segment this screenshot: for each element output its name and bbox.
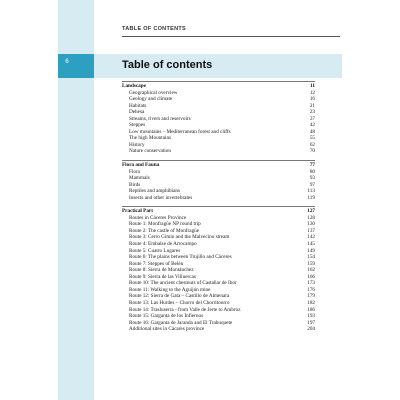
toc-entry-page: 179 [307, 293, 315, 300]
toc-entry-page: 162 [307, 267, 315, 274]
toc-heading-page: 11 [310, 83, 315, 89]
toc-entry-label: Route 9: Sierra de las Villuercas [129, 273, 196, 280]
toc-entry-page: 42 [309, 122, 315, 129]
toc-entry-label: Route 1: Monfragüe NP round trip [129, 221, 201, 228]
toc-entry-label: Route 13: Las Hurdes – Chorro del Chorritoorro [129, 299, 230, 306]
toc-entry-label: Additional sites in Cácares province [129, 326, 205, 333]
toc-entry-page: 80 [309, 168, 315, 175]
toc-entry-label: Route 7: Steppes of Belén [129, 260, 184, 267]
toc-entry-label: Route 2: The castle of Monfragüe [129, 227, 200, 234]
toc-entry-page: 166 [307, 273, 315, 280]
toc-entry-page: 142 [307, 234, 315, 241]
toc-entry-label: Route 16: Garganta de Jaranda and El Trabuquete [129, 319, 233, 326]
toc-entry-label: The high Mountains [129, 135, 172, 142]
toc-entry-page: 55 [309, 135, 315, 142]
toc-entry-label: Route 4: Embalse de Arrocampo [129, 241, 197, 248]
toc-entry-page: 159 [307, 260, 315, 267]
toc-entry-label: Route 15: Garganta de los Infiernos [129, 313, 204, 320]
header-rule [122, 36, 340, 37]
toc-entry-page: 204 [307, 326, 315, 333]
toc-section [122, 206, 315, 332]
toc-entry-label: Route 8: Sierra de Montánchez [129, 267, 194, 274]
toc-heading-label: Practical Part [122, 208, 153, 215]
toc-entry-label: Reptiles and amphibians [129, 188, 181, 195]
toc-entry-label: Streams, rivers and reservoirs [129, 115, 191, 122]
toc-entry-page: 176 [307, 286, 315, 293]
toc-entry-label: Steppes [129, 122, 146, 129]
toc-entry-page: 137 [307, 227, 315, 234]
page-number-tab [58, 54, 94, 78]
toc-entry-label: Geographical overview [129, 89, 178, 96]
toc-entry-label: Route 3: Cerro Gimio and the Malvecino stream [129, 234, 230, 241]
toc-entry-page: 197 [307, 319, 315, 326]
toc-entry-page: 130 [307, 221, 315, 228]
toc-entry-page: 70 [309, 148, 315, 155]
toc-entry-page: 119 [307, 194, 315, 201]
toc-entry-page: 173 [307, 280, 315, 287]
toc-entry-label: Flora [129, 168, 140, 175]
running-head: TABLE OF CONTENTS [122, 26, 186, 32]
toc-entry[interactable] [122, 148, 315, 155]
toc-entry-label: Route 12: Sierra de Gata – Castillo de Almenara [129, 293, 230, 300]
toc-heading-page: 77 [309, 162, 315, 169]
toc-entry[interactable] [122, 326, 315, 333]
toc-heading-label: Flora and Fauna [122, 162, 160, 169]
toc-entry-label: Route 5: Cuatro Lugares [129, 247, 181, 254]
toc-heading-label: Landscape [122, 83, 146, 89]
toc-entry-page: 186 [307, 306, 315, 313]
toc-heading-page: 127 [307, 208, 315, 215]
toc-list [122, 76, 315, 333]
toc-entry-page: 128 [307, 214, 315, 221]
toc-entry-page: 154 [307, 254, 315, 261]
toc-entry-label: Mammals [129, 175, 150, 182]
toc-entry[interactable] [122, 195, 315, 202]
toc-entry-page: 193 [307, 313, 315, 320]
toc-entry-page: 16 [309, 96, 315, 103]
toc-entry-page: 23 [309, 109, 315, 116]
toc-entry-page: 21 [309, 102, 315, 109]
toc-section [122, 81, 315, 155]
toc-entry-page: 97 [309, 181, 315, 188]
page-title: Table of contents [122, 59, 213, 71]
toc-entry-page: 182 [307, 299, 315, 306]
toc-entry-label: Geology and climate [129, 96, 173, 103]
toc-entry-label: History [129, 141, 145, 148]
toc-entry-page: 48 [309, 128, 315, 135]
toc-entry-label: Route 11: Walking to the Aguijón mine [129, 286, 211, 293]
toc-entry-page: 145 [307, 241, 315, 248]
toc-entry-label: Route 14: Trasluserra - from Valle de Jerte to Ambroz [129, 306, 241, 313]
toc-entry-page: 37 [309, 115, 315, 122]
toc-entry-label: Insects and other invertebrates [129, 194, 193, 201]
toc-entry-page: 113 [307, 188, 315, 195]
toc-entry-label: Low mountains – Mediterranean forest and cliffs [129, 128, 231, 135]
toc-entry-label: Dehesa [129, 109, 145, 116]
toc-entry-page: 149 [307, 247, 315, 254]
toc-entry-label: Routes in Cáceres Province [129, 214, 187, 221]
toc-entry-label: Habitats [129, 102, 147, 109]
toc-entry-page: 93 [309, 175, 315, 182]
toc-section [122, 160, 315, 201]
toc-entry-label: Birds [129, 181, 141, 188]
toc-entry-label: Route 6: The plains between Trujillo and Cáceres [129, 254, 232, 261]
toc-entry-label: Route 10: The ancient chestnuts of Castañar de Ibor [129, 280, 237, 287]
toc-entry-page: 12 [309, 89, 315, 96]
page-number: 6 [65, 59, 69, 65]
toc-entry-page: 62 [309, 141, 315, 148]
toc-entry-label: Nature conservation [129, 148, 171, 155]
